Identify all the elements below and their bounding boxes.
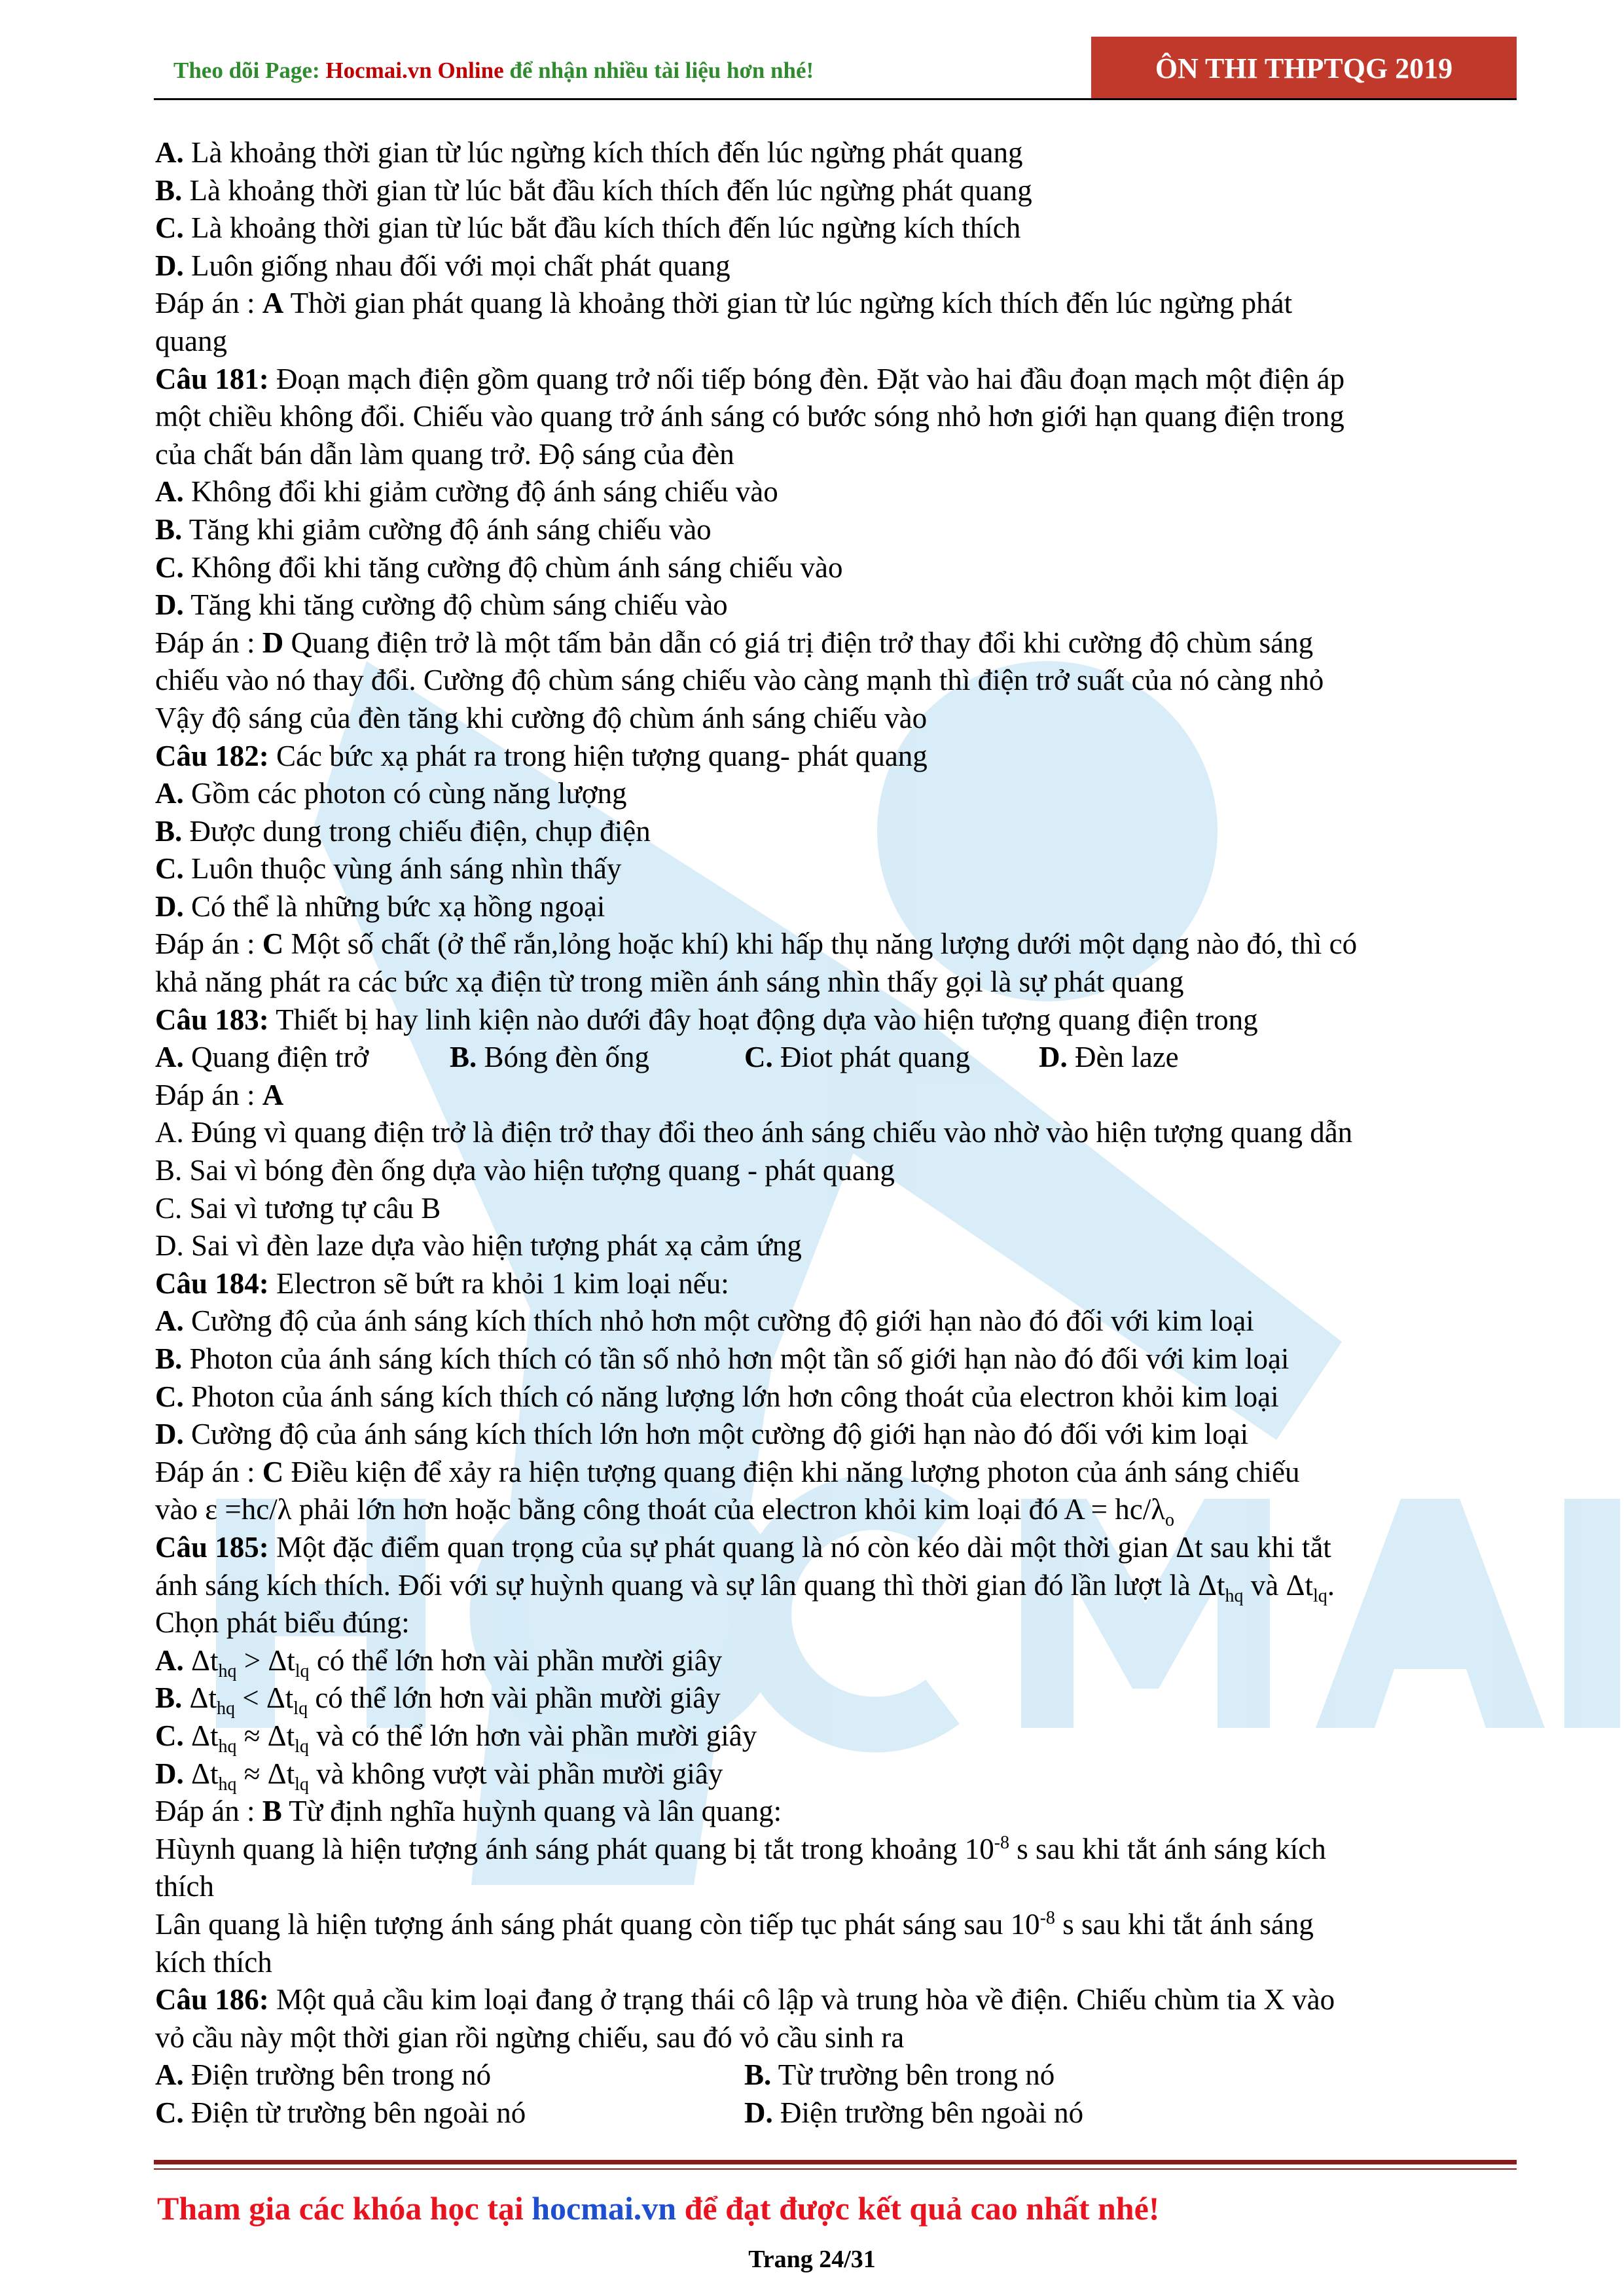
option-c: C. Điện từ trường bên ngoài nó bbox=[155, 2096, 526, 2129]
question-182: Câu 182: Các bức xạ phát ra trong hiện tượng quang- phát quang bbox=[155, 739, 928, 772]
option-d: D. Đèn laze bbox=[1039, 1041, 1179, 1074]
header-brand: Hocmai.vn Online bbox=[325, 58, 504, 83]
exam-title-badge: ÔN THI THPTQG 2019 bbox=[1091, 37, 1517, 99]
footer-divider-thin bbox=[154, 2168, 1517, 2170]
text-line: Hùynh quang là hiện tượng ánh sáng phát quang bị tắt trong khoảng $10^{-8}$ s sau khi tắt ánh sáng kích bbox=[155, 1832, 1326, 1865]
text-line: khả năng phát ra các bức xạ điện từ trong miền ánh sáng nhìn thấy gọi là sự phát quang bbox=[155, 965, 1184, 999]
option-d: D. Điện trường bên ngoài nó bbox=[744, 2096, 1084, 2129]
text-line: B. Là khoảng thời gian từ lúc bắt đầu kích thích đến lúc ngừng phát quang bbox=[155, 173, 1032, 207]
option-c: C. Điot phát quang bbox=[744, 1041, 970, 1074]
footer-divider bbox=[154, 2160, 1517, 2164]
header-prefix: Theo dõi Page: bbox=[173, 58, 326, 83]
option-b: B. Tăng khi giảm cường độ ánh sáng chiếu vào bbox=[155, 512, 712, 546]
text-line: vào ε =hc/λ phải lớn hơn hoặc bằng công thoát của electron khỏi kim loại đó $A = hc/\lambda_o$ bbox=[155, 1493, 1175, 1531]
option-a: A. Gồm các photon có cùng năng lượng bbox=[155, 777, 627, 810]
option-a: A. Cường độ của ánh sáng kích thích nhỏ hơn một cường độ giới hạn nào đó đối với kim loại bbox=[155, 1304, 1254, 1338]
option-b: B. Bóng đèn ống bbox=[450, 1041, 650, 1074]
option-c: C. $\Delta t_{hq} \approx \Delta t_{lq}$ và có thể lớn hơn vài phần mười giây bbox=[155, 1719, 757, 1757]
option-c: C. Photon của ánh sáng kích thích có năng lượng lớn hơn công thoát của electron khỏi kim loại bbox=[155, 1380, 1279, 1413]
page-number: Trang 24/31 bbox=[748, 2246, 876, 2273]
option-d: D. $\Delta t_{hq} \approx \Delta t_{lq}$ và không vượt vài phần mười giây bbox=[155, 1757, 723, 1795]
header-follow-text bbox=[173, 58, 814, 84]
option-d: D. Cường độ của ánh sáng kích thích lớn hơn một cường độ giới hạn nào đó đối với kim loại bbox=[155, 1418, 1249, 1451]
text-line: Lân quang là hiện tượng ánh sáng phát quang còn tiếp tục phát sáng sau $10^{-8}$ s sau khi tắt ánh sáng bbox=[155, 1907, 1314, 1941]
option-c: C. Không đổi khi tăng cường độ chùm ánh sáng chiếu vào bbox=[155, 550, 843, 584]
footer-site-link[interactable]: hocmai.vn bbox=[532, 2190, 677, 2227]
text-line: A. Đúng vì quang điện trở là điện trở thay đổi theo ánh sáng chiếu vào nhờ vào hiện tượng quang dẫn bbox=[155, 1116, 1353, 1149]
text-line: quang bbox=[155, 324, 227, 357]
header-divider bbox=[154, 98, 1517, 100]
answer-line: Đáp án : D Quang điện trở là một tấm bản dẫn có giá trị điện trở thay đổi khi cường độ chùm sáng bbox=[155, 626, 1314, 659]
option-d: D. Có thể là những bức xạ hồng ngoại bbox=[155, 889, 605, 923]
question-183: Câu 183: Thiết bị hay linh kiện nào dưới đây hoạt động dựa vào hiện tượng quang điện trong bbox=[155, 1003, 1258, 1036]
answer-line: Đáp án : C Một số chất (ở thể rắn,lỏng hoặc khí) khi hấp thụ năng lượng dưới một dạng nào đó, thì có bbox=[155, 927, 1358, 961]
question-185: Câu 185: Một đặc điểm quan trọng của sự phát quang là nó còn kéo dài một thời gian Δt sau khi tắt bbox=[155, 1530, 1331, 1564]
text-line: vỏ cầu này một thời gian rồi ngừng chiếu, sau đó vỏ cầu sinh ra bbox=[155, 2020, 905, 2054]
text-line: kích thích bbox=[155, 1945, 272, 1979]
answer-line: Đáp án : A bbox=[155, 1078, 284, 1111]
options-row bbox=[155, 2056, 1517, 2094]
text-line: một chiều không đổi. Chiếu vào quang trở ánh sáng có bước sóng nhỏ hơn giới hạn quang điện trong bbox=[155, 400, 1344, 433]
option-b: B. Được dung trong chiếu điện, chụp điện bbox=[155, 814, 651, 848]
text-line: Vậy độ sáng của đèn tăng khi cường độ chùm ánh sáng chiếu vào bbox=[155, 701, 928, 734]
option-b: B. $\Delta t_{hq} < \Delta t_{lq}$ có thể lớn hơn vài phần mười giây bbox=[155, 1681, 721, 1719]
text-line: B. Sai vì bóng đèn ống dựa vào hiện tượng quang - phát quang bbox=[155, 1154, 895, 1187]
question-181: Câu 181: Đoạn mạch điện gồm quang trở nối tiếp bóng đèn. Đặt vào hai đầu đoạn mạch một điện áp bbox=[155, 362, 1345, 395]
text-line: Chọn phát biểu đúng: bbox=[155, 1606, 410, 1640]
text-line: D. Luôn giống nhau đối với mọi chất phát quang bbox=[155, 249, 731, 282]
footer-promo: Tham gia các khóa học tại hocmai.vn để đạt được kết quả cao nhất nhé! bbox=[157, 2190, 1160, 2227]
option-a: A. Không đổi khi giảm cường độ ánh sáng chiếu vào bbox=[155, 475, 778, 509]
text-line: C. Là khoảng thời gian từ lúc bắt đầu kích thích đến lúc ngừng kích thích bbox=[155, 211, 1021, 245]
text-line: A. Là khoảng thời gian từ lúc ngừng kích thích đến lúc ngừng phát quang bbox=[155, 136, 1023, 169]
text-line: C. Sai vì tương tự câu B bbox=[155, 1191, 441, 1225]
answer-line: Đáp án : A Thời gian phát quang là khoảng thời gian từ lúc ngừng kích thích đến lúc ngừng phát bbox=[155, 287, 1293, 320]
option-c: C. Luôn thuộc vùng ánh sáng nhìn thấy bbox=[155, 852, 622, 886]
text-line: D. Sai vì đèn laze dựa vào hiện tượng phát xạ cảm ứng bbox=[155, 1229, 802, 1263]
text-line: của chất bán dẫn làm quang trở. Độ sáng của đèn bbox=[155, 437, 734, 471]
question-186: Câu 186: Một quả cầu kim loại đang ở trạng thái cô lập và trung hòa về điện. Chiếu chùm tia X vào bbox=[155, 1983, 1335, 2017]
option-a: A. Điện trường bên trong nó bbox=[155, 2058, 492, 2092]
option-b: B. Từ trường bên trong nó bbox=[744, 2058, 1055, 2092]
document-body bbox=[155, 134, 1517, 2132]
option-b: B. Photon của ánh sáng kích thích có tần số nhỏ hơn một tần số giới hạn nào đó đối với kim loại bbox=[155, 1342, 1290, 1375]
text-line: thích bbox=[155, 1870, 214, 1903]
option-a: A. $\Delta t_{hq} > \Delta t_{lq}$ có thể lớn hơn vài phần mười giây bbox=[155, 1643, 723, 1681]
options-row bbox=[155, 1039, 1517, 1077]
question-184: Câu 184: Electron sẽ bứt ra khỏi 1 kim loại nếu: bbox=[155, 1266, 729, 1300]
text-line: ánh sáng kích thích. Đối với sự huỳnh quang và sự lân quang thì thời gian đó lần lượt là $\Delta t_{hq}$ và $\Delta t_{lq}$. bbox=[155, 1568, 1335, 1606]
answer-line: Đáp án : B Từ định nghĩa huỳnh quang và lân quang: bbox=[155, 1795, 782, 1828]
answer-line: Đáp án : C Điều kiện để xảy ra hiện tượng quang điện khi năng lượng photon của ánh sáng chiếu bbox=[155, 1455, 1300, 1488]
options-row bbox=[155, 2094, 1517, 2132]
option-a: A. Quang điện trở bbox=[155, 1041, 369, 1074]
text-line: chiếu vào nó thay đổi. Cường độ chùm sáng chiếu vào càng mạnh thì điện trở suất của nó càng nhỏ bbox=[155, 664, 1324, 697]
header-suffix: để nhận nhiều tài liệu hơn nhé! bbox=[503, 58, 814, 83]
option-d: D. Tăng khi tăng cường độ chùm sáng chiếu vào bbox=[155, 588, 728, 622]
